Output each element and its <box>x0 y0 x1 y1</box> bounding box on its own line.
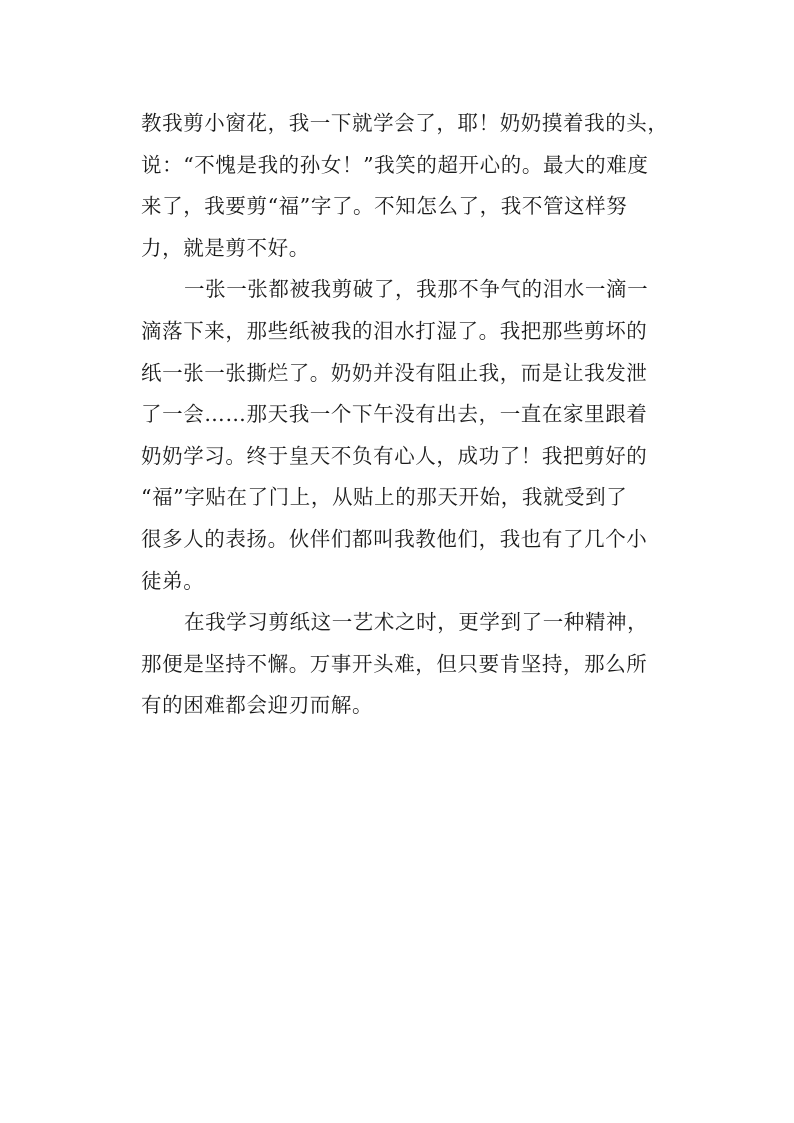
paragraph-2 <box>141 269 661 602</box>
text-line: “福”字贴在了门上，从贴上的那天开始，我就受到了 <box>141 485 628 510</box>
text-line: 一张一张都被我剪破了，我那不争气的泪水一滴一 <box>184 277 649 302</box>
text-line: 那便是坚持不懈。万事开头难，但只要肯坚持，那么所 <box>141 651 648 676</box>
paragraph-1 <box>141 103 669 269</box>
text-line: 力，就是剪不好。 <box>141 235 310 260</box>
text-line: 教我剪小窗花，我一下就学会了，耶！奶奶摸着我的头， <box>141 111 669 135</box>
text-line: 纸一张一张撕烂了。奶奶并没有阻止我，而是让我发泄 <box>141 360 648 385</box>
text-line: 很多人的表扬。伙伴们都叫我教他们，我也有了几个小 <box>141 526 648 551</box>
body-text <box>141 103 669 727</box>
text-line: 奶奶学习。终于皇天不负有心人，成功了！我把剪好的 <box>141 443 648 468</box>
text-line: 说：“不愧是我的孙女！”我笑的超开心的。最大的难度 <box>141 152 649 177</box>
text-line: 来了，我要剪“福”字了。不知怎么了，我不管这样努 <box>141 194 628 219</box>
text-line: 滴落下来，那些纸被我的泪水打湿了。我把那些剪坏的 <box>141 318 648 343</box>
text-line: 在我学习剪纸这一艺术之时，更学到了一种精神， <box>184 610 649 635</box>
text-line: 了一会……那天我一个下午没有出去，一直在家里跟着 <box>141 402 648 427</box>
text-line: 有的困难都会迎刃而解。 <box>141 693 374 718</box>
text-line: 徒弟。 <box>141 568 205 593</box>
paragraph-3 <box>141 602 661 727</box>
